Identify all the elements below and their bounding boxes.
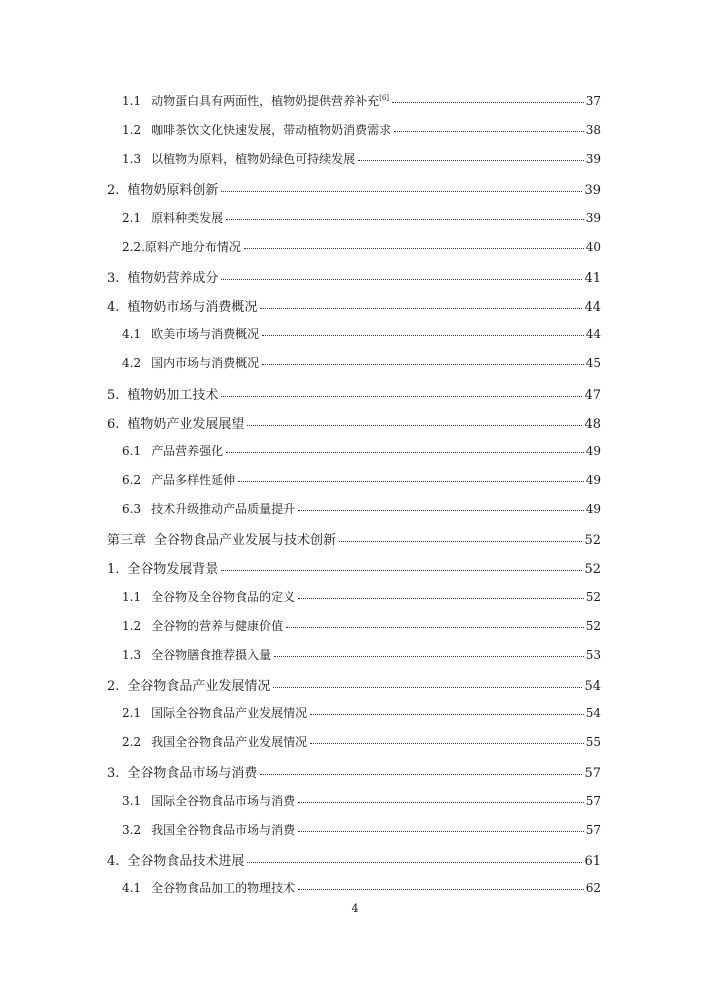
toc-entry-number: 2.1 [122,211,142,225]
toc-entry-page: 38 [585,123,601,137]
toc-entry-number: 2. [107,679,120,694]
toc-entry-title-text: 欧美市场与消费概况 [151,327,260,341]
toc-entry-page: 52 [585,590,601,604]
toc-entry-title [127,267,218,286]
toc-entry-number: 4.2 [122,356,142,370]
toc-entry-title [127,384,218,403]
toc-entry-title [151,617,283,634]
toc-entry-title-text: 产品多样性延伸 [151,473,236,487]
toc-entry-page: 47 [584,388,601,403]
toc-entry[interactable] [122,121,601,138]
toc-entry-title [127,762,257,781]
toc-entry-page: 40 [585,240,601,254]
toc-entry-number: 1.1 [122,590,142,604]
toc-entry-page: 54 [584,679,601,694]
dot-leader [392,102,584,103]
toc-entry-title-text: 产品营养强化 [151,444,224,458]
toc-entry[interactable] [107,384,601,403]
page-number: 4 [351,902,359,915]
toc-entry-page: 49 [585,473,601,487]
toc-entry-page: 45 [585,356,601,370]
toc-entry-number: 3. [107,766,120,781]
dot-leader [260,308,582,309]
toc-entry-title [151,792,295,809]
toc-entry-page: 39 [584,183,601,198]
toc-entry-number: 2.1 [122,706,142,720]
toc-entry-number: 1.1 [122,94,142,108]
toc-entry-page: 57 [585,794,601,808]
dot-leader [310,714,584,715]
toc-entry-page: 57 [584,766,601,781]
toc-entry-title-text: 全谷物及全谷物食品的定义 [151,590,296,604]
toc-entry-number: 1.2 [122,123,142,137]
toc-entry-number: 3.2 [122,823,142,837]
dot-leader [244,248,584,249]
toc-entry[interactable] [122,325,601,342]
toc-entry-number: 1.3 [122,152,142,166]
toc-entry-number: 4. [107,854,120,869]
toc-entry-title [122,238,241,255]
toc-entry-title-text: 国际全谷物食品产业发展情况 [151,706,308,720]
dot-leader [221,279,582,280]
toc-entry[interactable] [122,879,601,896]
toc-entry-number: 1.3 [122,648,142,662]
dot-leader [298,598,584,599]
toc-entry[interactable] [107,267,601,286]
toc-entry-title-text: 植物奶市场与消费概况 [127,300,258,315]
toc-entry[interactable] [107,558,601,577]
toc-entry[interactable] [122,617,601,634]
toc-entry-title-text: 全谷物的营养与健康价值 [151,619,284,633]
toc-entry-page: 37 [585,94,601,108]
toc-entry[interactable] [122,588,601,605]
toc-entry-page: 49 [585,502,601,516]
toc-entry-title-text: 技术升级推动产品质量提升 [151,502,296,516]
toc-entry-title [151,879,295,896]
toc-entry[interactable] [107,762,601,781]
toc-entry-title-text: 我国全谷物食品市场与消费 [151,823,296,837]
toc-entry-title-text: 我国全谷物食品产业发展情况 [151,735,308,749]
toc-entry-number: 6.2 [122,473,142,487]
toc-entry-title-text: 全谷物食品市场与消费 [127,766,258,781]
dot-leader [221,396,582,397]
toc-entry-number: 3.1 [122,794,142,808]
toc-entry-number: 6.3 [122,502,142,516]
toc-entry-number: 4.1 [122,327,142,341]
toc-entry-number: 2.2 [122,735,142,749]
toc-entry-number: 3. [107,271,120,286]
toc-entry-title-text: 植物奶产业发展展望 [127,417,245,432]
toc-entry[interactable] [107,675,601,694]
toc-entry[interactable] [122,733,601,750]
toc-entry-title-text: 国际全谷物食品市场与消费 [151,794,296,808]
toc-entry-title [127,179,218,198]
toc-entry-title-text: 2.2.原料产地分布情况 [122,240,241,254]
dot-leader [273,687,582,688]
toc-entry-title-text: 以植物为原料，植物奶绿色可持续发展 [151,152,356,166]
toc-entry-title-text: 全谷物膳食推荐摄入量 [151,648,272,662]
toc-entry-number: 5. [107,388,120,403]
dot-leader [298,802,584,803]
toc-entry-title [151,588,295,605]
dot-leader [286,627,584,628]
toc-entry-page: 39 [585,211,601,225]
toc-entry-number: 2. [107,183,120,198]
toc-entry-title-text: 全谷物发展背景 [127,562,219,577]
toc-entry-number: 第三章 [107,533,147,548]
dot-leader [226,219,584,220]
toc-entry-title [151,150,355,167]
toc-entry-title-text: 植物奶原料创新 [127,183,219,198]
toc-entry-page: 57 [585,823,601,837]
toc-entry[interactable] [122,92,601,109]
toc-entry-page: 53 [585,648,601,662]
toc-entry-title [154,529,336,548]
toc-entry-page: 62 [585,881,601,895]
toc-entry[interactable] [122,209,601,226]
toc-entry-title [151,209,223,226]
toc-entry-number: 1. [107,562,120,577]
toc-entry-page: 61 [584,854,601,869]
toc-entry-page: 44 [584,300,601,315]
toc-entry-page: 52 [584,562,601,577]
toc-entry[interactable] [122,704,601,721]
dot-leader [226,452,584,453]
toc-entry-title [127,675,270,694]
toc-entry-number: 1.2 [122,619,142,633]
toc-entry-title-text: 国内市场与消费概况 [151,356,260,370]
toc-entry-title [151,704,307,721]
dot-leader [394,131,584,132]
toc-entry[interactable] [107,179,601,198]
toc-entry[interactable] [122,442,601,459]
toc-entry[interactable] [122,792,601,809]
toc-entry-title [151,471,235,488]
toc-entry[interactable] [107,413,601,432]
toc-entry-title [151,92,389,109]
toc-entry-title-text: 全谷物食品产业发展情况 [127,679,271,694]
toc-entry-title-text: 全谷物食品加工的物理技术 [151,881,296,895]
toc-entry-title-text: 植物奶营养成分 [127,271,219,286]
toc-entry-number: 6.1 [122,444,142,458]
toc-entry[interactable] [122,646,601,663]
toc-entry-title-text: 动物蛋白具有两面性，植物奶提供营养补充 [151,94,380,108]
toc-entry-page: 39 [585,152,601,166]
toc-entry-title [151,121,391,138]
toc-entry[interactable] [107,296,601,315]
dot-leader [339,541,582,542]
toc-entry[interactable] [122,500,601,517]
dot-leader [310,743,584,744]
toc-entry-title [151,325,259,342]
toc-entry-number: 4. [107,300,120,315]
toc-entry-page: 54 [585,706,601,720]
toc-entry[interactable] [122,150,601,167]
toc-entry[interactable] [107,850,601,869]
dot-leader [247,425,582,426]
toc-entry-title [151,821,295,838]
toc-entry-title [151,500,295,517]
toc-entry-page: 44 [585,327,601,341]
toc-entry-page: 48 [584,417,601,432]
toc-entry-page: 52 [584,533,601,548]
dot-leader [298,831,584,832]
toc-entry-title [127,558,218,577]
dot-leader [358,160,584,161]
dot-leader [221,570,582,571]
toc-entry-page: 41 [584,271,601,286]
dot-leader [260,774,582,775]
toc-entry-number: 6. [107,417,120,432]
toc-entry-title [151,354,259,371]
reference-superscript: [6] [379,94,390,102]
toc-entry[interactable] [122,354,601,371]
dot-leader [247,862,582,863]
dot-leader [221,191,582,192]
dot-leader [298,889,584,890]
toc-entry-title [151,646,271,663]
toc-entry-title-text: 全谷物食品技术进展 [127,854,245,869]
dot-leader [262,364,584,365]
toc-entry-title-text: 咖啡茶饮文化快速发展，带动植物奶消费需求 [151,123,392,137]
toc-entry-title [127,296,257,315]
toc-entry[interactable] [122,821,601,838]
dot-leader [274,656,584,657]
toc-entry-title [127,413,244,432]
toc-entry[interactable] [122,471,601,488]
toc-entry-title [127,850,244,869]
dot-leader [238,481,584,482]
dot-leader [298,510,584,511]
toc-entry-title-text: 全谷物食品产业发展与技术创新 [154,533,337,548]
toc-entry-page: 49 [585,444,601,458]
toc-entry-number: 4.1 [122,881,142,895]
toc-entry[interactable] [122,238,601,255]
toc-entry-page: 55 [585,735,601,749]
toc-entry-title [151,442,223,459]
toc-entry-page: 52 [585,619,601,633]
dot-leader [262,335,584,336]
toc-entry-title [151,733,307,750]
toc-entry-title-text: 植物奶加工技术 [127,388,219,403]
toc-entry[interactable] [107,529,601,548]
toc-entry-title-text: 原料种类发展 [151,211,224,225]
